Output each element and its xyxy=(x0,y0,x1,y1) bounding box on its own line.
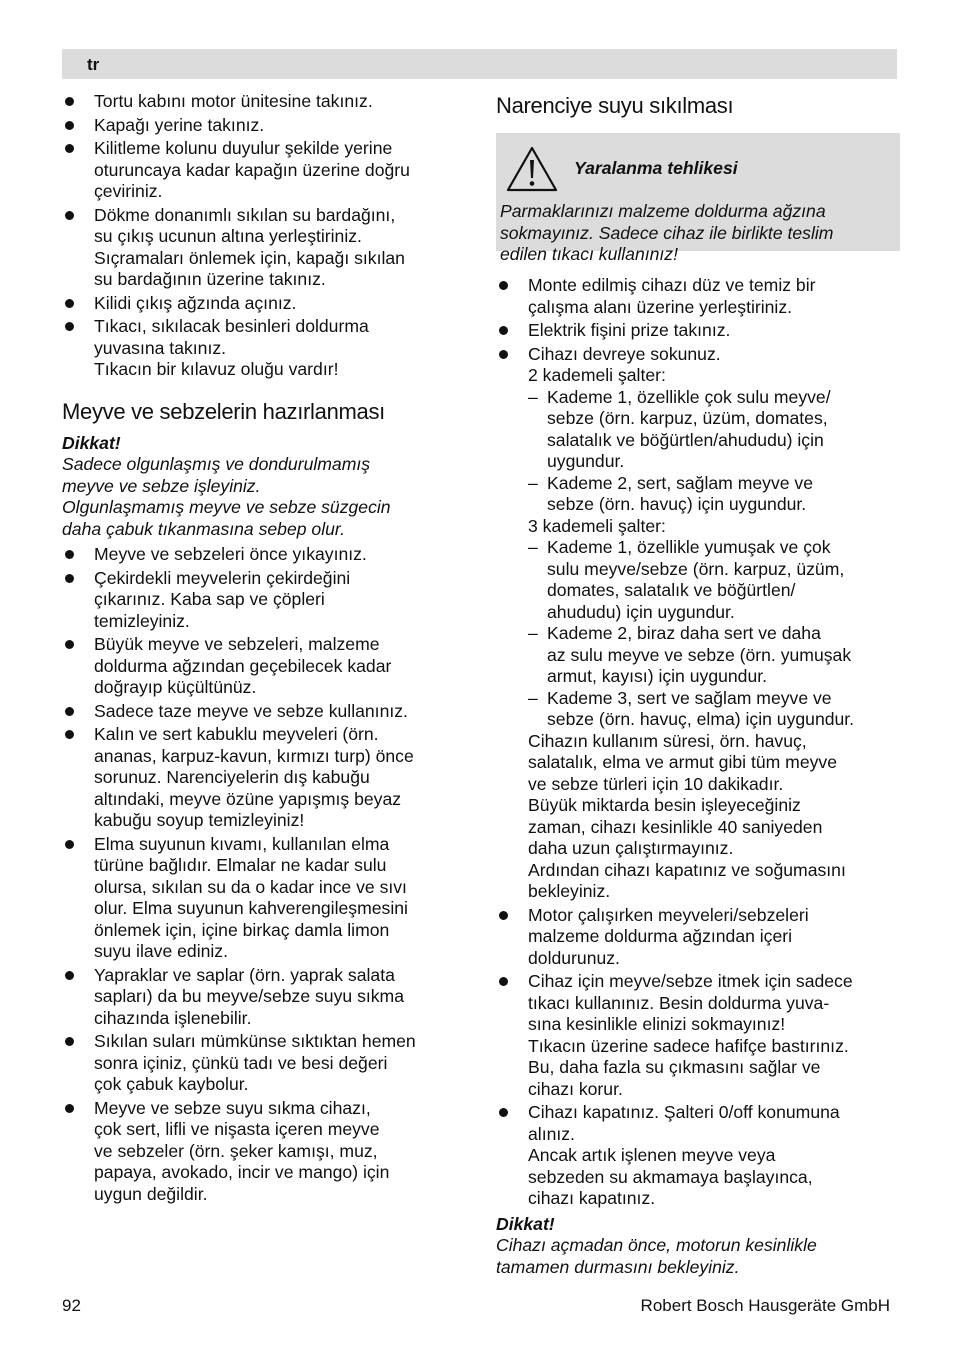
caution-note xyxy=(62,433,464,541)
company-name: Robert Bosch Hausgeräte GmbH xyxy=(640,1296,890,1315)
list-item: Cihazı devreye sokunuz. 2 kademeli şalter: – Kademe 1, özellikle çok sulu meyve/ sebze (örn. karpuz, üzüm, domates, salatalık ve böğürtlen/ahududu) için uygundur. – Kademe 2, sert, sağlam meyve ve sebze (örn. havuç) için uygundur. 3 kademeli şalter: – Kademe 1, özellikle yumuşak ve çok sulu meyve/sebze (örn. karpuz, üzüm, domates, salatalık ve böğürtlen/ ahududu) için uygundur. – Kademe 2, biraz daha sert ve daha az sulu meyve ve sebze (örn. yumuşak armut, kayısı) için uygundur. – Kademe 3, sert ve sağlam meyve ve sebze (örn. havuç, elma) için uygundur. Cihazın kullanım süresi, örn. havuç, salatalık, elma ve armut gibi tüm meyve ve sebze türleri için 10 dakikadır. Büyük miktarda besin işleyeceğiniz zaman, cihazı kesinlikle 40 saniyeden daha uzun çalıştırmayınız. Ardından cihazı kapatınız ve soğumasını bekleyiniz. xyxy=(496,344,900,903)
list-item: Cihaz için meyve/sebze itmek için sadece tıkacı kullanınız. Besin doldurma yuva- sına kesinlikle elinizi sokmayınız! Tıkacın üzerine sadece hafifçe bastırınız. Bu, daha fazla su çıkmasını sağlar ve cihazı korur. xyxy=(496,971,900,1100)
list-item: Sıkılan suları mümkünse sıktıktan hemen sonra içiniz, çünkü tadı ve besi değeri çok çabuk kaybolur. xyxy=(62,1031,464,1096)
list-item: Cihazı kapatınız. Şalteri 0/off konumuna alınız. Ancak artık işlenen meyve veya sebzeden su akmamaya başlayınca, cihazı kapatınız. xyxy=(496,1102,900,1210)
section-heading: Meyve ve sebzelerin hazırlanması xyxy=(62,398,385,424)
language-bar xyxy=(62,49,897,79)
list-item: Büyük meyve ve sebzeleri, malzeme doldurma ağzından geçebilecek kadar doğrayıp küçültünüz. xyxy=(62,634,464,699)
list-item: Kapağı yerine takınız. xyxy=(62,115,464,137)
speed-item: – Kademe 2, biraz daha sert ve daha az sulu meyve ve sebze (örn. yumuşak armut, kayısı) için uygundur. xyxy=(528,623,900,688)
intro-list xyxy=(62,91,464,381)
warning-box xyxy=(496,133,900,264)
speed-item: – Kademe 3, sert ve sağlam meyve ve sebze (örn. havuç, elma) için uygundur. xyxy=(528,688,900,731)
speed-list xyxy=(528,387,900,516)
list-item: Çekirdekli meyvelerin çekirdeğini çıkarınız. Kaba sap ve çöpleri temizleyiniz. xyxy=(62,568,464,633)
speed-item: – Kademe 1, özellikle yumuşak ve çok sulu meyve/sebze (örn. karpuz, üzüm, domates, salatalık ve böğürtlen/ ahududu) için uygundur. xyxy=(528,537,900,623)
page-number: 92 xyxy=(62,1296,81,1315)
right-column xyxy=(496,91,900,1278)
list-item: Yapraklar ve saplar (örn. yaprak salata sapları) da bu meyve/sebze suyu sıkma cihazında işlenebilir. xyxy=(62,965,464,1030)
caution-note xyxy=(496,1214,900,1279)
list-item: Tortu kabını motor ünitesine takınız. xyxy=(62,91,464,113)
switch-label: 2 kademeli şalter: xyxy=(528,365,666,385)
section-heading: Narenciye suyu sıkılması xyxy=(496,93,734,118)
list-item: Meyve ve sebzeleri önce yıkayınız. xyxy=(62,544,464,566)
list-item: Dökme donanımlı sıkılan su bardağını, su çıkış ucunun altına yerleştiriniz. Sıçramaları önlemek için, kapağı sıkılan su bardağının üzerine takınız. xyxy=(62,205,464,291)
note-body: Cihazı açmadan önce, motorun kesinlikle tamamen durmasını bekleyiniz. xyxy=(496,1235,817,1277)
list-item: Meyve ve sebze suyu sıkma cihazı, çok sert, lifli ve nişasta içeren meyve ve sebzeler (örn. şeker kamışı, muz, papaya, avokado, incir ve mango) için uygun değildir. xyxy=(62,1098,464,1206)
prep-list xyxy=(62,544,464,1205)
speed-item: – Kademe 1, özellikle çok sulu meyve/ sebze (örn. karpuz, üzüm, domates, salatalık ve böğürtlen/ahududu) için uygundur. xyxy=(528,387,900,473)
note-body: Sadece olgunlaşmış ve dondurulmamış meyve ve sebze işleyiniz. Olgunlaşmamış meyve ve sebze süzgecin daha çabuk tıkanmasına sebep olur. xyxy=(62,454,391,539)
speed-list xyxy=(528,537,900,731)
warning-triangle-icon xyxy=(506,145,558,193)
list-item: Elma suyunun kıvamı, kullanılan elma türüne bağlıdır. Elmalar ne kadar sulu olursa, sıkılan su da o kadar ince ve sıvı olur. Elma suyunun kahverengileşmesini önlemek için, içine birkaç damla limon suyu ilave ediniz. xyxy=(62,834,464,963)
left-column xyxy=(62,91,464,1207)
list-item: Sadece taze meyve ve sebze kullanınız. xyxy=(62,701,464,723)
switch-label: 3 kademeli şalter: xyxy=(528,515,666,536)
list-item: Elektrik fişini prize takınız. xyxy=(496,320,900,342)
list-item: Tıkacı, sıkılacak besinleri doldurma yuvasına takınız. Tıkacın bir kılavuz oluğu vardır! xyxy=(62,316,464,381)
language-code: tr xyxy=(87,55,100,74)
list-item: Motor çalışırken meyveleri/sebzeleri malzeme doldurma ağzından içeri doldurunuz. xyxy=(496,905,900,970)
speed-item: – Kademe 2, sert, sağlam meyve ve sebze (örn. havuç) için uygundur. xyxy=(528,473,900,516)
warning-title: Yaralanma tehlikesi xyxy=(574,158,738,179)
list-item: Monte edilmiş cihazı düz ve temiz bir çalışma alanı üzerine yerleştiriniz. xyxy=(496,275,900,318)
citrus-list xyxy=(496,275,900,1210)
note-title: Dikkat! xyxy=(62,432,121,453)
list-item: Kalın ve sert kabuklu meyveleri (örn. ananas, karpuz-kavun, kırmızı turp) önce sorunuz. Narenciyelerin dış kabuğu altındaki, meyve özüne yapışmış beyaz kabuğu soyup temizleyiniz! xyxy=(62,724,464,832)
list-item: Kilidi çıkış ağzında açınız. xyxy=(62,293,464,315)
note-title: Dikkat! xyxy=(496,1213,555,1234)
list-item: Kilitleme kolunu duyulur şekilde yerine oturuncaya kadar kapağın üzerine doğru çeviriniz. xyxy=(62,138,464,203)
warning-text: Parmaklarınızı malzeme doldurma ağzına sokmayınız. Sadece cihaz ile birlikte teslim edilen tıkacı kullanınız! xyxy=(500,201,834,264)
